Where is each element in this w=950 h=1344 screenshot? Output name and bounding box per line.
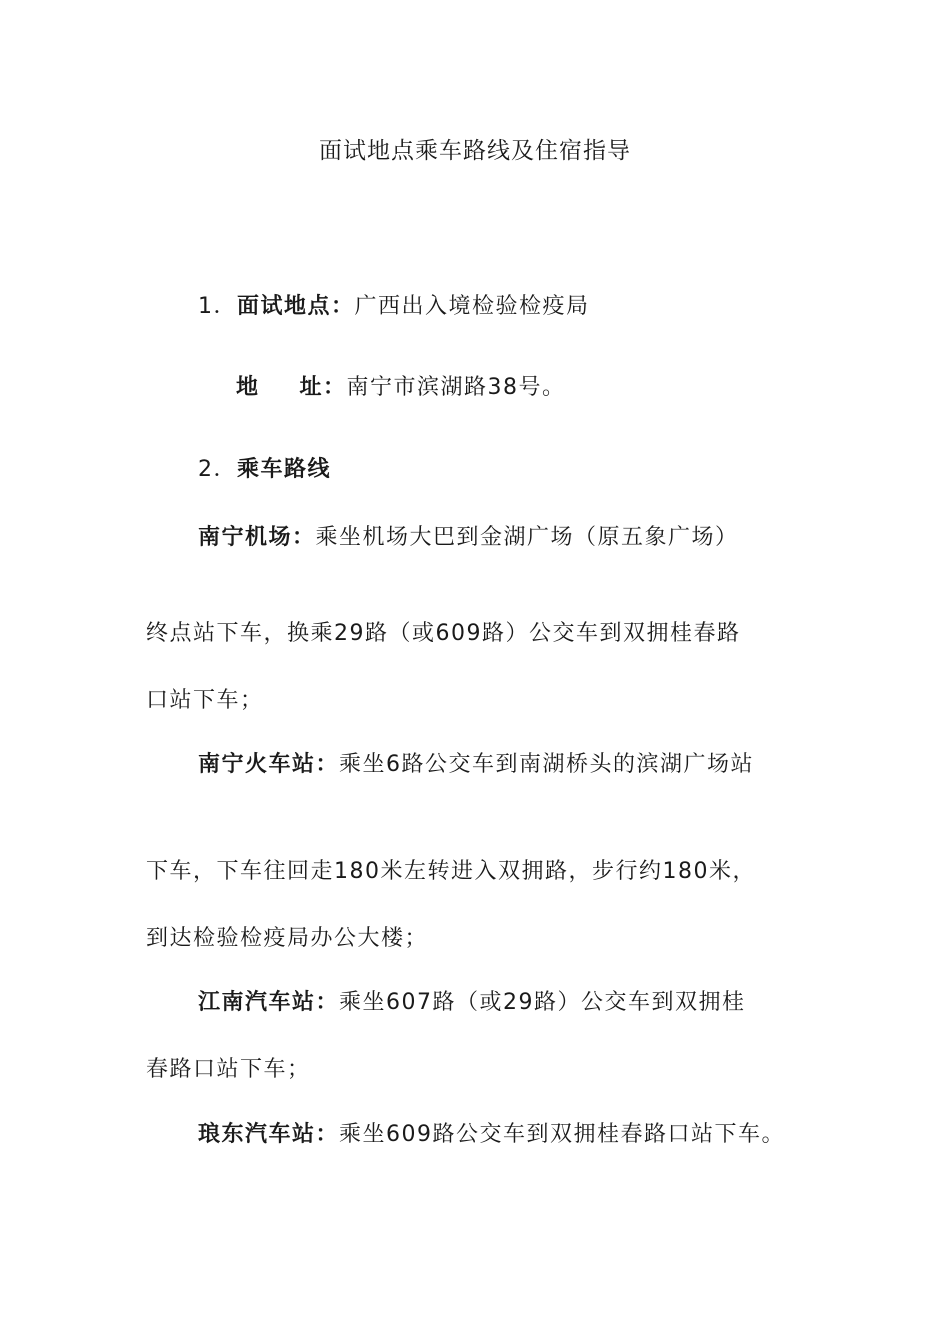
section1-heading: 面试地点： bbox=[237, 294, 355, 319]
address-label-b: 址： bbox=[299, 375, 347, 400]
route-airport-line1 bbox=[198, 523, 739, 553]
document-title: 面试地点乘车路线及住宿指导 bbox=[319, 138, 631, 164]
route-airport-line2: 终点站下车，换乘29路（或609路）公交车到双拥桂春路 bbox=[146, 621, 741, 646]
route-airport-text1: 乘坐机场大巴到金湖广场（原五象广场） bbox=[315, 525, 739, 550]
route-jiangnan-text1: 乘坐607路（或29路）公交车到双拥桂 bbox=[339, 990, 746, 1015]
route-langdong-label: 琅东汽车站： bbox=[198, 1122, 340, 1147]
route-langdong-line1 bbox=[198, 1120, 785, 1150]
route-train-line1 bbox=[198, 750, 754, 780]
route-airport-label: 南宁机场： bbox=[198, 525, 316, 550]
section2-line bbox=[198, 455, 331, 485]
route-airport-line3: 口站下车； bbox=[146, 688, 264, 713]
section1-number: 1． bbox=[198, 294, 237, 319]
route-jiangnan-line1 bbox=[198, 988, 746, 1018]
route-train-line3: 到达检验检疫局办公大楼； bbox=[146, 926, 429, 951]
route-jiangnan-line2: 春路口站下车； bbox=[146, 1057, 311, 1082]
address-label-a: 地 bbox=[236, 375, 260, 400]
address-text: 南宁市滨湖路38号。 bbox=[346, 375, 566, 400]
route-train-label: 南宁火车站： bbox=[198, 752, 340, 777]
route-train-text1: 乘坐6路公交车到南湖桥头的滨湖广场站 bbox=[339, 752, 755, 777]
route-train-line2: 下车，下车往回走180米左转进入双拥路，步行约180米， bbox=[146, 859, 756, 884]
section2-number: 2． bbox=[198, 457, 237, 482]
section1-line bbox=[198, 292, 590, 322]
route-jiangnan-label: 江南汽车站： bbox=[198, 990, 340, 1015]
section2-heading: 乘车路线 bbox=[237, 457, 332, 482]
section1-text: 广西出入境检验检疫局 bbox=[354, 294, 590, 319]
address-line bbox=[236, 373, 566, 403]
route-langdong-text1: 乘坐609路公交车到双拥桂春路口站下车。 bbox=[339, 1122, 786, 1147]
